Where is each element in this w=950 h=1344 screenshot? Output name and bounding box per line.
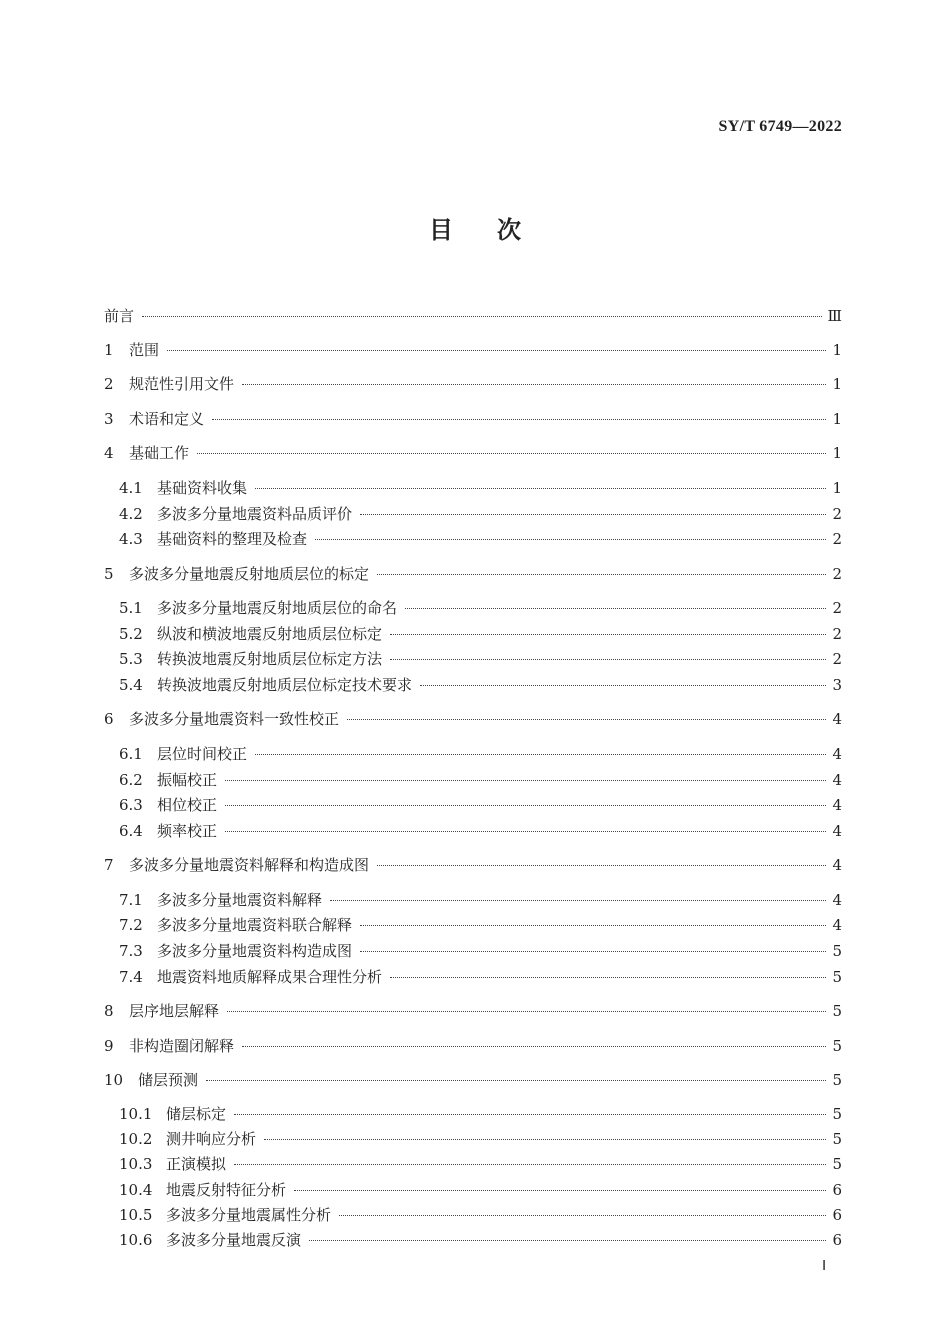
- standard-code: SY/T 6749—2022: [718, 118, 842, 135]
- toc-entry-label: 转换波地震反射地质层位标定技术要求: [157, 676, 413, 694]
- toc-entry-number: 5: [104, 565, 114, 583]
- toc-entry-number: 5.3: [119, 650, 143, 668]
- toc-entry-page: 5: [832, 1071, 842, 1089]
- toc-entry-page: 2: [832, 505, 842, 523]
- toc-entry[interactable]: [119, 1154, 842, 1174]
- toc-entry[interactable]: [104, 306, 842, 326]
- toc-entry-page: 2: [832, 625, 842, 643]
- toc-entry[interactable]: [104, 709, 842, 729]
- dot-leader: [167, 350, 826, 351]
- dot-leader: [360, 925, 826, 926]
- toc-entry-number: 7.2: [119, 916, 143, 934]
- toc-entry-page: 2: [832, 599, 842, 617]
- toc-entry-label: 转换波地震反射地质层位标定方法: [157, 650, 383, 668]
- toc-entry-number: 3: [104, 410, 114, 428]
- toc-entry-page: 6: [832, 1181, 842, 1199]
- toc-entry-number: 1: [104, 341, 114, 359]
- toc-entry-page: 4: [832, 916, 842, 934]
- dot-leader: [390, 977, 826, 978]
- toc-entry-page: 6: [832, 1206, 842, 1224]
- toc-entry-number: 2: [104, 375, 114, 393]
- toc-entry-number: 7: [104, 856, 114, 874]
- toc-entry[interactable]: [119, 821, 842, 841]
- toc-entry-number: 4.2: [119, 505, 143, 523]
- toc-entry-label: 频率校正: [157, 822, 218, 840]
- toc-entry-number: 10.1: [119, 1105, 153, 1123]
- toc-entry[interactable]: [104, 564, 842, 584]
- toc-entry-label: 多波多分量地震反射地质层位的标定: [129, 565, 370, 583]
- title-char-2: 次: [497, 216, 521, 244]
- toc-entry[interactable]: [104, 374, 842, 394]
- toc-entry[interactable]: [119, 890, 842, 910]
- toc-entry-page: 1: [832, 444, 842, 462]
- dot-leader: [377, 574, 826, 575]
- toc-entry-label: 层序地层解释: [129, 1002, 220, 1020]
- dot-leader: [420, 685, 826, 686]
- toc-entry-label: 地震反射特征分析: [166, 1181, 287, 1199]
- toc-entry[interactable]: [119, 967, 842, 987]
- toc-entry-label: 多波多分量地震资料构造成图: [157, 942, 353, 960]
- toc-entry-page: 4: [832, 891, 842, 909]
- dot-leader: [242, 384, 826, 385]
- toc-entry-number: 6.3: [119, 796, 143, 814]
- toc-entry-number: 6.4: [119, 822, 143, 840]
- toc-entry-number: 10.6: [119, 1231, 153, 1249]
- toc-entry-label: 地震资料地质解释成果合理性分析: [157, 968, 383, 986]
- toc-entry-number: 7.1: [119, 891, 143, 909]
- dot-leader: [264, 1139, 826, 1140]
- dot-leader: [212, 419, 826, 420]
- toc-entry-label: 基础资料收集: [157, 479, 248, 497]
- dot-leader: [315, 539, 826, 540]
- toc-entry-label: 多波多分量地震属性分析: [166, 1206, 332, 1224]
- toc-entry-number: 10.4: [119, 1181, 153, 1199]
- dot-leader: [225, 805, 826, 806]
- toc-entry-label: 层位时间校正: [157, 745, 248, 763]
- toc-entry[interactable]: [104, 409, 842, 429]
- toc-entry[interactable]: [119, 770, 842, 790]
- toc-entry-page: 4: [832, 796, 842, 814]
- toc-entry[interactable]: [119, 1104, 842, 1124]
- toc-entry-number: 10.5: [119, 1206, 153, 1224]
- toc-entry-number: 6.1: [119, 745, 143, 763]
- toc-entry[interactable]: [119, 941, 842, 961]
- toc-entry-label: 术语和定义: [129, 410, 205, 428]
- dot-leader: [360, 514, 826, 515]
- toc-entry[interactable]: [119, 649, 842, 669]
- toc-entry-number: 10.2: [119, 1130, 153, 1148]
- toc-entry-label: 多波多分量地震资料品质评价: [157, 505, 353, 523]
- toc-entry-label: 多波多分量地震反射地质层位的命名: [157, 599, 398, 617]
- toc-entry-page: 5: [832, 968, 842, 986]
- toc-entry-number: 8: [104, 1002, 114, 1020]
- dot-leader: [330, 900, 826, 901]
- dot-leader: [390, 634, 826, 635]
- toc-entry-label: 非构造圈闭解释: [129, 1037, 235, 1055]
- toc-entry[interactable]: [119, 624, 842, 644]
- toc-entry-page: 5: [832, 1105, 842, 1123]
- toc-entry-number: 5.1: [119, 599, 143, 617]
- dot-leader: [142, 316, 822, 317]
- toc-entry[interactable]: [104, 855, 842, 875]
- toc-entry-number: 4.3: [119, 530, 143, 548]
- toc-entry[interactable]: [119, 478, 842, 498]
- toc-entry[interactable]: [119, 598, 842, 618]
- toc-entry[interactable]: [119, 915, 842, 935]
- dot-leader: [234, 1114, 826, 1115]
- toc-entry-label: 基础资料的整理及检查: [157, 530, 308, 548]
- toc-entry-number: 6: [104, 710, 114, 728]
- toc-entry-page: 6: [832, 1231, 842, 1249]
- toc-entry-label: 基础工作: [129, 444, 190, 462]
- toc-entry-page: 4: [832, 856, 842, 874]
- dot-leader: [206, 1080, 826, 1081]
- toc-entry-page: 4: [832, 745, 842, 763]
- toc-entry-number: 6.2: [119, 771, 143, 789]
- toc-entry[interactable]: [119, 1230, 842, 1250]
- toc-entry[interactable]: [119, 1205, 842, 1225]
- toc-entry-label: 多波多分量地震反演: [166, 1231, 302, 1249]
- toc-entry-label: 范围: [129, 341, 160, 359]
- toc-entry-page: 1: [832, 479, 842, 497]
- dot-leader: [242, 1046, 826, 1047]
- dot-leader: [255, 488, 826, 489]
- dot-leader: [197, 453, 826, 454]
- toc-entry-label: 多波多分量地震资料解释和构造成图: [129, 856, 370, 874]
- toc-entry-label: 振幅校正: [157, 771, 218, 789]
- dot-leader: [390, 659, 826, 660]
- toc-entry-number: 10.3: [119, 1155, 153, 1173]
- dot-leader: [360, 951, 826, 952]
- toc-entry[interactable]: [104, 443, 842, 463]
- toc-entry-page: 5: [832, 1155, 842, 1173]
- toc-entry-label: 相位校正: [157, 796, 218, 814]
- title-char-1: 目: [429, 216, 453, 244]
- toc-entry[interactable]: [104, 1070, 842, 1090]
- dot-leader: [225, 780, 826, 781]
- dot-leader: [309, 1240, 826, 1241]
- toc-entry-number: 4: [104, 444, 114, 462]
- toc-entry[interactable]: [119, 529, 842, 549]
- toc-entry-label: 规范性引用文件: [129, 375, 235, 393]
- toc-entry-number: 5.4: [119, 676, 143, 694]
- toc-entry-page: 4: [832, 822, 842, 840]
- toc-entry[interactable]: [119, 504, 842, 524]
- toc-entry-label: 纵波和横波地震反射地质层位标定: [157, 625, 383, 643]
- toc-entry[interactable]: [119, 675, 842, 695]
- toc-entry-label: 前言: [104, 307, 135, 325]
- toc-entry-page: 2: [832, 565, 842, 583]
- page-title: [0, 210, 950, 245]
- dot-leader: [405, 608, 826, 609]
- toc-entry-page: 1: [832, 410, 842, 428]
- toc-entry-page: 5: [832, 1002, 842, 1020]
- toc-entry-number: 7.4: [119, 968, 143, 986]
- toc-entry-page: 5: [832, 1130, 842, 1148]
- toc-entry-page: 1: [832, 375, 842, 393]
- toc-entry-label: 正演模拟: [166, 1155, 227, 1173]
- toc-entry[interactable]: [119, 1129, 842, 1149]
- toc-entry-number: 9: [104, 1037, 114, 1055]
- dot-leader: [347, 719, 826, 720]
- toc-entry[interactable]: [119, 744, 842, 764]
- dot-leader: [225, 831, 826, 832]
- toc-entry[interactable]: [104, 340, 842, 360]
- toc-entry-page: 1: [832, 341, 842, 359]
- dot-leader: [234, 1164, 826, 1165]
- toc-entry[interactable]: [119, 1180, 842, 1200]
- toc-entry-page: 2: [832, 530, 842, 548]
- toc-entry[interactable]: [104, 1001, 842, 1021]
- toc-entry-number: 10: [104, 1071, 124, 1089]
- dot-leader: [255, 754, 826, 755]
- toc-entry-label: 测井响应分析: [166, 1130, 257, 1148]
- toc-entry-page: 5: [832, 1037, 842, 1055]
- toc-entry-number: 4.1: [119, 479, 143, 497]
- toc-entry-page: 2: [832, 650, 842, 668]
- toc-entry[interactable]: [119, 795, 842, 815]
- dot-leader: [339, 1215, 826, 1216]
- dot-leader: [294, 1190, 826, 1191]
- toc-entry-page: 4: [832, 771, 842, 789]
- toc-entry-label: 多波多分量地震资料解释: [157, 891, 323, 909]
- toc-entry-label: 储层预测: [138, 1071, 199, 1089]
- toc-entry-page: 3: [832, 676, 842, 694]
- toc-entry-number: 7.3: [119, 942, 143, 960]
- page-number: Ⅰ: [822, 1259, 827, 1274]
- toc-entry-page: 5: [832, 942, 842, 960]
- toc-entry-label: 多波多分量地震资料联合解释: [157, 916, 353, 934]
- dot-leader: [377, 865, 826, 866]
- toc-entry-number: 5.2: [119, 625, 143, 643]
- toc-entry-page: Ⅲ: [827, 307, 842, 325]
- toc-entry[interactable]: [104, 1036, 842, 1056]
- toc-entry-page: 4: [832, 710, 842, 728]
- toc-entry-label: 多波多分量地震资料一致性校正: [129, 710, 340, 728]
- dot-leader: [227, 1011, 826, 1012]
- toc-entry-label: 储层标定: [166, 1105, 227, 1123]
